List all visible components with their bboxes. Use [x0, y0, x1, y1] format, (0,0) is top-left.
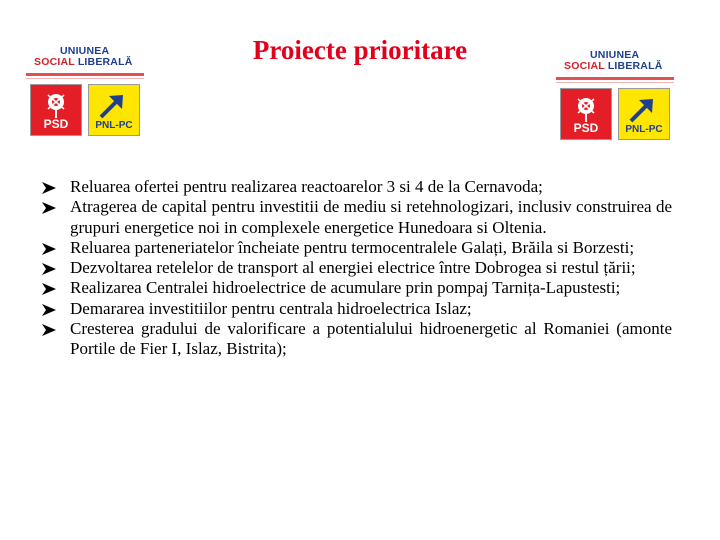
- arrow-bullet-icon: [42, 182, 56, 194]
- psd-label: PSD: [573, 121, 599, 135]
- logo-divider: [26, 73, 144, 76]
- list-item-text: Reluarea ofertei pentru realizarea reactoarelor 3 si 4 de la Cernavoda;: [70, 177, 543, 196]
- list-item: [42, 319, 672, 360]
- psd-label: PSD: [43, 117, 69, 131]
- usl-logo-left: [26, 40, 144, 148]
- list-item-text: Realizarea Centralei hidroelectrice de acumulare prin pompaj Tarnița-Lapustesti;: [70, 278, 621, 298]
- list-item-text: Dezvoltarea retelelor de transport al energiei electrice între Dobrogea si restul țării;: [70, 258, 636, 278]
- arrow-bullet-icon: [42, 243, 56, 255]
- logo-divider: [556, 77, 674, 80]
- pnl-label: PNL-PC: [625, 124, 663, 135]
- usl-logo-right: [556, 44, 674, 152]
- list-item: [42, 299, 672, 319]
- list-item-text: Atragerea de capital pentru investitii de mediu si retehnologizari, inclusiv construirea de grupuri energetice noi in complexele energetice Hunedoara si Oltenia.: [70, 197, 672, 237]
- usl-logo-text: [34, 46, 133, 68]
- pnl-label: PNL-PC: [95, 120, 133, 131]
- list-item-text: Reluarea parteneriatelor încheiate pentru termocentralele Galați, Brăila si Borzesti;: [70, 237, 635, 257]
- usl-social: SOCIAL: [564, 60, 605, 72]
- usl-logo-text: [564, 50, 663, 72]
- priority-projects-list: [42, 177, 672, 360]
- logo-divider-thin: [556, 82, 674, 83]
- list-item: [42, 238, 672, 258]
- arrow-bullet-icon: [42, 263, 56, 275]
- pnl-logo: [618, 88, 670, 140]
- arrow-bullet-icon: [42, 324, 56, 336]
- usl-line1: UNIUNEA: [60, 45, 110, 57]
- pnl-logo: [88, 84, 140, 136]
- list-item: [42, 177, 672, 197]
- list-item: [42, 278, 672, 298]
- arrow-bullet-icon: [42, 202, 56, 214]
- psd-logo: [30, 84, 82, 136]
- list-item-text: Cresterea gradului de valorificare a potentialului hidroenergetic al Romaniei (amonte Portile de Fier I, Islaz, Bistrita);: [70, 319, 672, 359]
- usl-liberala: LIBERALĂ: [77, 56, 133, 68]
- usl-social: SOCIAL: [34, 56, 75, 68]
- list-item-text: Demararea investitiilor pentru centrala hidroelectrica Islaz;: [70, 298, 472, 318]
- list-item: [42, 197, 672, 238]
- arrow-bullet-icon: [42, 283, 56, 295]
- logo-divider-thin: [26, 78, 144, 79]
- usl-line1: UNIUNEA: [590, 49, 640, 61]
- arrow-bullet-icon: [42, 304, 56, 316]
- page-title: Proiecte prioritare: [252, 35, 468, 65]
- list-item: [42, 258, 672, 278]
- psd-logo: [560, 88, 612, 140]
- usl-liberala: LIBERALĂ: [607, 60, 663, 72]
